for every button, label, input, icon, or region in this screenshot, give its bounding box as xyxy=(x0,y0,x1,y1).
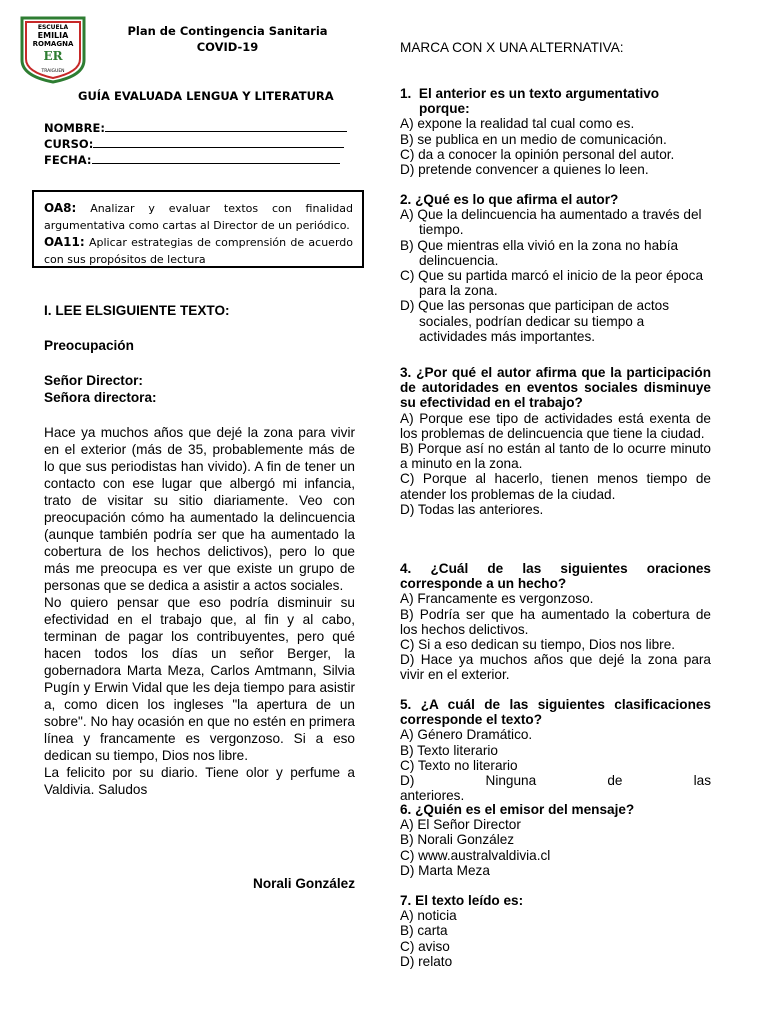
option[interactable]: C) Que su partida marcó el inicio de la peor época para la zona. xyxy=(400,268,703,299)
option[interactable]: C) da a conocer la opinión personal del autor. xyxy=(400,146,675,162)
option[interactable]: A) Porque ese tipo de actividades está exenta de los problemas de delincuencia que tiene la ciudad. xyxy=(400,410,711,441)
salutation-2: Señora directora: xyxy=(44,390,157,405)
date-label: FECHA: xyxy=(44,153,92,167)
question-5: 5. ¿A cuál de las siguientes clasificaciones corresponde el texto? A) Género Dramático. B) Texto literario C) Texto no literario D) Ninguna de las anteriores. xyxy=(400,697,711,804)
option[interactable]: C) Porque al hacerlo, tienen menos tiempo de atender los problemas de la ciudad. xyxy=(400,471,711,502)
letter-body xyxy=(44,424,355,798)
header-subtitle: COVID-19 xyxy=(196,40,259,54)
option[interactable]: D) Ninguna de las anteriores. xyxy=(400,773,711,804)
question-1: 1. El anterior es un texto argumentativo porque: A) expone la realidad tal cual como es. B) se publica en un medio de comunicación. C) da a conocer la opinión personal del autor. D) pretende convencer a quienes lo leen. xyxy=(400,86,711,177)
option[interactable]: A) noticia xyxy=(400,908,457,924)
option[interactable]: D) pretende convencer a quienes lo leen. xyxy=(400,162,649,178)
salutation-1: Señor Director: xyxy=(44,373,143,388)
letter-paragraph: No quiero pensar que eso podría disminuir su efectividad en el trabajo que, al fin y al cabo, terminan de pagar los contribuyentes, pero qué hacen todos los días un señor Berger, la gobernadora Marta Meza, Carlos Amtmann, Silvia Pugín y Erwin Vidal que les deja tiempo para asistir a, como dicen los ingleses "la apertura de un sobre". No hay ocasión en que no estén en primera línea y francamente es vergonzoso. Si a eso dedican su tiempo, Dios nos libre. xyxy=(44,595,355,763)
objective-oa11: OA11: Aplicar estrategias de comprensión de acuerdo con sus propósitos de lectura xyxy=(44,235,353,266)
header-title: Plan de Contingencia Sanitaria xyxy=(127,24,328,38)
option[interactable]: C) Si a eso dedican su tiempo, Dios nos libre. xyxy=(400,637,676,653)
option[interactable]: A) Que la delincuencia ha aumentado a través del tiempo. xyxy=(400,207,702,238)
name-label: NOMBRE: xyxy=(44,121,105,135)
option[interactable]: B) Texto literario xyxy=(400,742,498,758)
option[interactable]: B) Podría ser que ha aumentado la cobertura de los hechos delictivos. xyxy=(400,606,711,637)
option[interactable]: A) El Señor Director xyxy=(400,817,521,833)
guide-title: GUÍA EVALUADA LENGUA Y LITERATURA xyxy=(78,89,334,103)
option[interactable]: A) Género Dramático. xyxy=(400,727,533,743)
option[interactable]: B) se publica en un medio de comunicación. xyxy=(400,131,667,147)
question-7: 7. El texto leído es: A) noticia B) carta C) aviso D) relato xyxy=(400,893,711,969)
text-title: Preocupación xyxy=(44,338,134,353)
section-title: I. LEE ELSIGUIENTE TEXTO: xyxy=(44,303,230,318)
option[interactable]: B) Que mientras ella vivió en la zona no había delincuencia. xyxy=(400,237,679,268)
option[interactable]: D) Que las personas que participan de actos sociales, podrían dedicar su tiempo a actividades más importantes. xyxy=(400,298,670,344)
objective-oa8: OA8: Analizar y evaluar textos con finalidad argumentativa como cartas al Director de un periódico. xyxy=(44,201,354,232)
course-label: CURSO: xyxy=(44,137,94,151)
question-3: 3. ¿Por qué el autor afirma que la participación de autoridades en eventos sociales disminuye su efectividad en el trabajo? A) Porque ese tipo de actividades está exenta de los problemas de delincuencia que tiene la ciudad. B) Porque así no están al tanto de lo ocurre minuto a minuto en la zona. C) Porque al hacerlo, tienen menos tiempo de atender los problemas de la ciudad. D) Todas las anteriores. xyxy=(400,365,711,517)
question-6: 6. ¿Quién es el emisor del mensaje? A) El Señor Director B) Norali González C) www.australvaldivia.cl D) Marta Meza xyxy=(400,802,711,878)
logo-city: TRAIGUEN xyxy=(41,69,65,74)
questions-header: MARCA CON X UNA ALTERNATIVA: xyxy=(400,40,624,55)
option[interactable]: A) Francamente es vergonzoso. xyxy=(400,591,594,607)
option[interactable]: C) aviso xyxy=(400,938,450,954)
course-field[interactable] xyxy=(44,136,344,151)
option[interactable]: D) Marta Meza xyxy=(400,862,490,878)
question-2: 2. ¿Qué es lo que afirma el autor? A) Que la delincuencia ha aumentado a través del tiempo. B) Que mientras ella vivió en la zona no había delincuencia. C) Que su partida marcó el inicio de la peor época para la zona. D) Que las personas que participan de actos sociales, podrían dedicar su tiempo a actividades más importantes. xyxy=(400,192,711,344)
option[interactable]: C) www.australvaldivia.cl xyxy=(400,847,551,863)
option[interactable]: A) expone la realidad tal cual como es. xyxy=(400,116,635,132)
letter-paragraph: Hace ya muchos años que dejé la zona para vivir en el exterior (más de 35, probablemente más de lo que sus periodistas han vivido). A fin de tener un contacto con ese lugar que albergó mi infancia, trato de visitar su sitio diariamente. Veo con preocupación cómo ha aumentado la delincuencia (aunque también podría ser que ha aumentado la cobertura de los hechos delictivos), pero lo que más me preocupa es ver que existe un grupo de personas que se dedica a asistir a actos sociales. xyxy=(44,425,355,593)
name-field[interactable] xyxy=(44,120,347,135)
option[interactable]: B) Porque así no están al tanto de lo ocurre minuto a minuto en la zona. xyxy=(400,441,711,472)
logo-line2: EMILIA xyxy=(37,31,69,40)
question-4: 4. ¿Cuál de las siguientes oraciones corresponde a un hecho? A) Francamente es vergonzoso. B) Podría ser que ha aumentado la cobertura de los hechos delictivos. C) Si a eso dedican su tiempo, Dios nos libre. D) Hace ya muchos años que dejé la zona para vivir en el exterior. xyxy=(400,561,711,683)
objectives-box xyxy=(32,190,364,268)
option[interactable]: D) relato xyxy=(400,953,453,969)
letter-paragraph: La felicito por su diario. Tiene olor y perfume a Valdivia. Saludos xyxy=(44,765,355,797)
logo-line3: ROMAGNA xyxy=(32,40,74,48)
option[interactable]: C) Texto no literario xyxy=(400,757,518,773)
letter-signature: Norali González xyxy=(253,876,355,891)
date-field[interactable] xyxy=(44,152,340,167)
option[interactable]: B) carta xyxy=(400,923,448,939)
school-logo xyxy=(20,14,86,84)
logo-monogram: ER xyxy=(43,49,63,63)
option[interactable]: D) Hace ya muchos años que dejé la zona para vivir en el exterior. xyxy=(400,652,711,683)
option[interactable]: B) Norali González xyxy=(400,832,515,848)
logo-line1: ESCUELA xyxy=(37,24,69,31)
option[interactable]: D) Todas las anteriores. xyxy=(400,501,544,517)
